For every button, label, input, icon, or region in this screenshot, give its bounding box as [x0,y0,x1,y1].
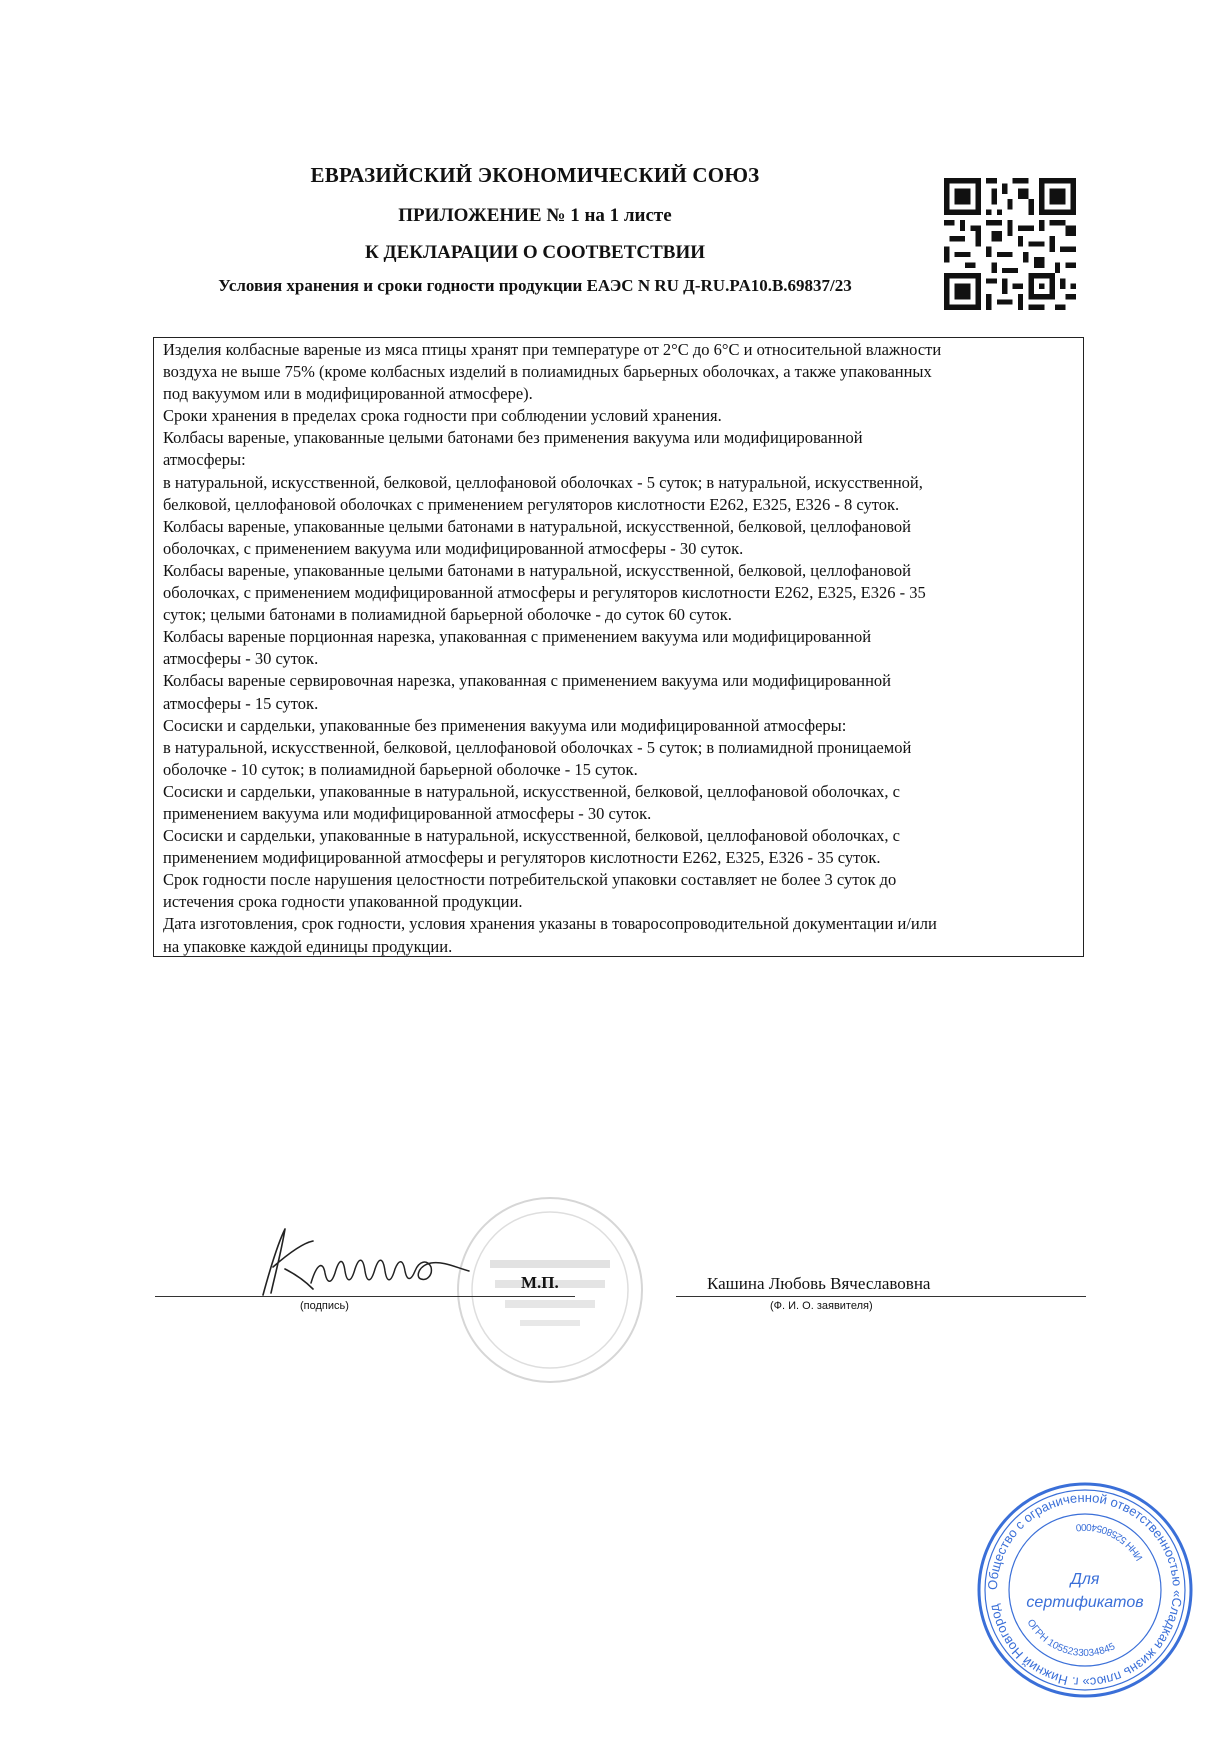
declaration-title: К ДЕКЛАРАЦИИ О СООТВЕТСТВИИ [364,242,706,263]
text-line: Колбасы вареные, упакованные целыми батонами в натуральной, искусственной, белковой, целлофановой [163,560,912,580]
text-line: Сосиски и сардельки, упакованные в натуральной, искусственной, белковой, целлофановой оболочках, с [163,826,900,846]
stamp-center-line2: сертификатов [1026,1594,1144,1611]
text-line: применением модифицированной атмосферы и регуляторов кислотности Е262, Е325, Е326 - 35 суток. [163,848,881,868]
svg-text:ИНН 5258054000 [1075,1521,1146,1562]
text-line: Колбасы вареные, упакованные целыми батонами в натуральной, искусственной, белковой, целлофановой [163,516,912,536]
stamp-center-line1: Для [1070,1571,1100,1588]
text-line: атмосферы: [163,450,246,470]
storage-conditions-box [153,337,1084,957]
union-title: ЕВРАЗИЙСКИЙ ЭКОНОМИЧЕСКИЙ СОЮЗ [310,163,760,187]
stamp-inn: ИНН 5258054000 [1075,1520,1146,1563]
text-line: Изделия колбасные вареные из мяса птицы хранят при температуре от 2°С до 6°С и относительной влажности [163,340,942,359]
svg-text:Общество с ограниченной ответс [985,1490,1185,1690]
text-line: оболочках, с применением вакуума или модифицированной атмосферы - 30 суток. [163,538,744,558]
text-line: Сосиски и сардельки, упакованные в натуральной, искусственной, белковой, целлофановой оболочках, с [163,781,900,801]
text-line: воздуха не выше 75% (кроме колбасных изделий в полиамидных барьерных оболочках, а также упакованных [163,362,932,382]
signature-line [155,1296,575,1297]
svg-text:ОГРН 1055233034845 [1025,1618,1118,1659]
text-line: под вакуумом или в модифицированной атмосфере). [163,384,533,404]
appendix-title: ПРИЛОЖЕНИЕ № 1 на 1 листе [398,205,672,226]
company-stamp-icon [970,1475,1200,1705]
text-line: оболочке - 10 суток; в полиамидной барьерной оболочке - 15 суток. [163,759,638,779]
text-line: применением вакуума или модифицированной атмосферы - 30 суток. [163,803,652,823]
text-line: Сосиски и сардельки, упакованные без применения вакуума или модифицированной атмосферы: [163,715,847,735]
text-line: Срок годности после нарушения целостности потребительской упаковки составляет не более 3 суток до [163,870,897,890]
text-line: атмосферы - 15 суток. [163,693,319,713]
text-line: Колбасы вареные порционная нарезка, упакованная с применением вакуума или модифицированной [163,627,872,647]
text-line: Сроки хранения в пределах срока годности при соблюдении условий хранения. [163,406,722,426]
text-line: оболочках, с применением модифицированной атмосферы и регуляторов кислотности Е262, Е325, Е326 - 35 [163,583,926,603]
text-line: белковой, целлофановой оболочках с применением регуляторов кислотности Е262, Е325, Е326 - 8 суток. [163,494,900,514]
text-line: Колбасы вареные, упакованные целыми батонами без применения вакуума или модифицированной [163,428,863,448]
text-line: в натуральной, искусственной, белковой, целлофановой оболочках - 5 суток; в полиамидной проницаемой [163,737,912,757]
stamp-ogrn: ОГРН 1055233034845 [1024,1617,1117,1660]
text-line: на упаковке каждой единицы продукции. [163,936,453,956]
storage-conditions-subtitle: Условия хранения и сроки годности продукции ЕАЭС N RU Д-RU.PA10.B.69837/23 [218,276,852,295]
applicant-caption: (Ф. И. О. заявителя) [770,1300,873,1312]
handwritten-signature [255,1223,485,1303]
seal-place-label: М.П. [521,1273,559,1292]
applicant-name: Кашина Любовь Вячеславовна [707,1274,931,1293]
qr-code-icon [944,178,1076,310]
text-line: Колбасы вареные сервировочная нарезка, упакованная с применением вакуума или модифицированной [163,671,891,691]
text-line: суток; целыми батонами в полиамидной барьерной оболочке - до суток 60 суток. [163,605,732,625]
text-line: в натуральной, искусственной, белковой, целлофановой оболочках - 5 суток; в натуральной, искусственной, [163,472,923,492]
text-line: истечения срока годности упакованной продукции. [163,892,523,912]
applicant-name-line [676,1296,1086,1297]
signature-caption: (подпись) [300,1300,349,1312]
text-line: Дата изготовления, срок годности, условия хранения указаны в товаросопроводительной документации и/или [163,914,937,934]
stamp-outer-text: Общество с ограниченной ответственностью «Сладкая жизнь плюс» г. Нижний Новгород [984,1489,1186,1691]
text-line: атмосферы - 30 суток. [163,649,319,669]
